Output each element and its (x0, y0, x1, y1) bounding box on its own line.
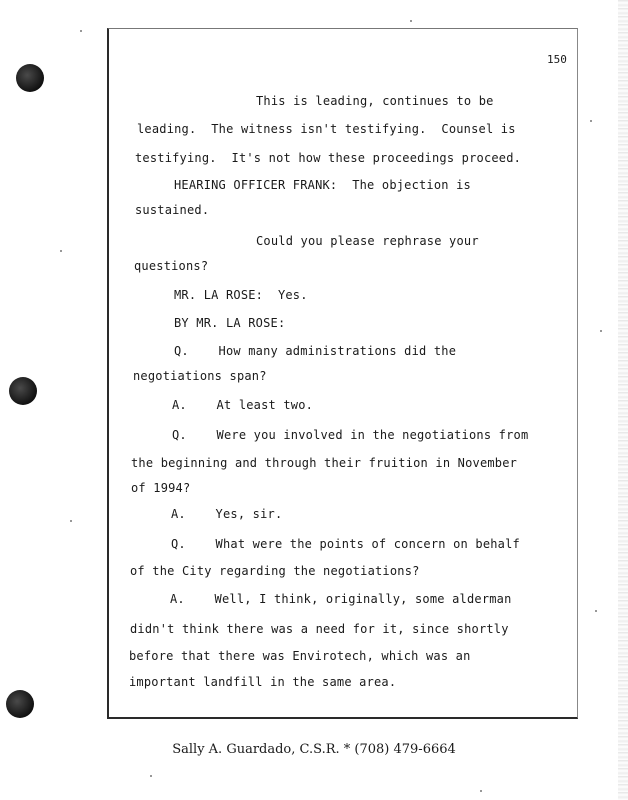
transcript-line: of 1994? (131, 481, 191, 495)
transcript-line: sustained. (135, 203, 210, 217)
transcript-line: testifying. It's not how these proceedings proceed. (135, 151, 522, 165)
transcript-line: Q. Were you involved in the negotiations from (172, 428, 529, 442)
transcript-line: MR. LA ROSE: Yes. (174, 288, 308, 302)
punch-hole-bottom (6, 690, 34, 718)
scan-edge-noise (618, 0, 628, 800)
transcript-line: before that there was Envirotech, which was an (129, 649, 471, 663)
transcript-line: questions? (134, 259, 209, 273)
punch-hole-middle (9, 377, 37, 405)
court-reporter-footer: Sally A. Guardado, C.S.R. * (708) 479-6664 (172, 742, 456, 757)
transcript-line: important landfill in the same area. (129, 675, 397, 689)
scan-speck (600, 330, 602, 332)
transcript-line: Could you please rephrase your (256, 234, 479, 248)
scan-speck (60, 250, 62, 252)
scan-speck (410, 20, 412, 22)
page-number: 150 (547, 53, 567, 66)
transcript-line: the beginning and through their fruition in November (131, 456, 518, 470)
transcript-line: A. Yes, sir. (171, 507, 283, 521)
transcript-line: BY MR. LA ROSE: (174, 316, 286, 330)
scan-speck (80, 30, 82, 32)
transcript-line: of the City regarding the negotiations? (130, 564, 420, 578)
scan-speck (590, 120, 592, 122)
punch-hole-top (16, 64, 44, 92)
scan-speck (595, 610, 597, 612)
transcript-line: didn't think there was a need for it, since shortly (130, 622, 509, 636)
transcript-line: HEARING OFFICER FRANK: The objection is (174, 178, 471, 192)
transcript-line: negotiations span? (133, 369, 267, 383)
transcript-line: This is leading, continues to be (256, 94, 494, 108)
scan-speck (70, 520, 72, 522)
scan-speck (150, 775, 152, 777)
transcript-line: A. At least two. (172, 398, 314, 412)
scan-speck (480, 790, 482, 792)
transcript-line: A. Well, I think, originally, some alderman (170, 592, 512, 606)
transcript-line: Q. How many administrations did the (174, 344, 457, 358)
transcript-line: Q. What were the points of concern on behalf (171, 537, 520, 551)
transcript-line: leading. The witness isn't testifying. Counsel is (137, 122, 516, 136)
